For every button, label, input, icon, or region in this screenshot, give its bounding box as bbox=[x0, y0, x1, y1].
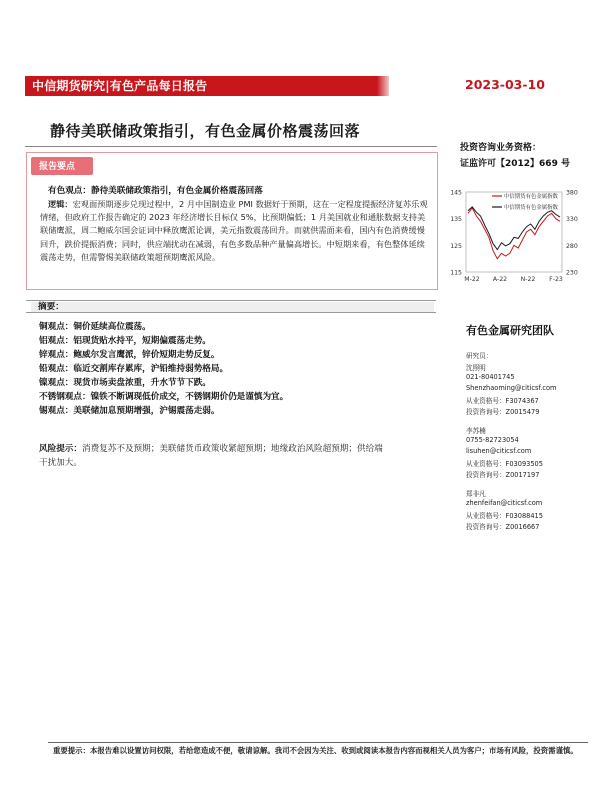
member-license: 从业资格号：F3074367 bbox=[466, 397, 539, 405]
member-phone: 0755-82723054 bbox=[466, 436, 519, 444]
right-tick-label: 280 bbox=[566, 242, 578, 250]
right-tick-label: 330 bbox=[566, 216, 578, 224]
qualification-label: 投资咨询业务资格： bbox=[460, 143, 542, 153]
view-copper bbox=[39, 320, 151, 332]
abstract-rule-top bbox=[26, 300, 436, 301]
view-aluminum bbox=[39, 334, 211, 346]
header-banner-title: 中信期货研究|有色产品每日报告 bbox=[32, 79, 208, 93]
member-license: 从业资格号：F03093505 bbox=[466, 460, 543, 468]
series-line-0 bbox=[468, 208, 560, 259]
x-tick-label: N-22 bbox=[520, 276, 536, 283]
left-tick-label: 135 bbox=[450, 216, 462, 224]
series-line-1 bbox=[468, 207, 560, 250]
x-tick-label: F-23 bbox=[549, 276, 563, 283]
member-name: 沈照明 bbox=[466, 364, 486, 372]
view-text: 鲍威尔发言鹰派，锌价短期走势反复。 bbox=[73, 350, 220, 360]
metals-index-chart bbox=[440, 182, 592, 290]
view-text: 现货市场卖盘浓重，升水节节下跌。 bbox=[73, 378, 211, 388]
summary-logic bbox=[40, 198, 430, 264]
member-advisory: 投资咨询号：Z0017197 bbox=[466, 471, 540, 479]
legend-label-1: 中信期货有色金属指数 bbox=[504, 205, 558, 211]
summary-tab-label: 报告要点 bbox=[39, 162, 76, 172]
summary-headline: 有色观点：静待美联储政策指引，有色金属价格震荡回落 bbox=[48, 186, 263, 196]
footer-divider bbox=[48, 742, 588, 743]
view-zinc bbox=[39, 348, 220, 360]
view-lead bbox=[39, 362, 228, 374]
view-label: 不锈钢观点： bbox=[39, 392, 91, 402]
member-phone: 021-80401745 bbox=[466, 373, 515, 381]
x-tick-label: A-22 bbox=[492, 276, 508, 283]
member-email[interactable]: zhenfeifan@citicsf.com bbox=[466, 499, 543, 507]
report-title: 静待美联储政策指引，有色金属价格震荡回落 bbox=[50, 122, 361, 140]
view-text: 临近交割库存累库，沪铅维持弱势格局。 bbox=[73, 364, 229, 374]
title-divider bbox=[25, 146, 437, 147]
researchers-label: 研究员： bbox=[466, 352, 493, 360]
right-tick-label: 380 bbox=[566, 189, 578, 197]
logic-text: 宏观面预期逐步兑现过程中，2 月中国制造业 PMI 数据好于预期，这在一定程度提振经济复苏乐观情绪，但政府工作报告确定的 2023 年经济增长目标仅 5%，比预期偏低；1 月美国就业和通胀数据支持美联储鹰派，周二鲍威尔国会证词中释放鹰派论调，美元指数震荡回升。而就供需面来看，国内有色消费缓慢回升，跌价提振消费；同时，供应端扰动在减弱，有色多数品种产量偏高增长。中短期来看，有色整体延续震荡走势，但需警惕美联储政策超预期鹰派风险。 bbox=[40, 199, 428, 262]
plot-frame bbox=[466, 192, 562, 272]
view-label: 镍观点： bbox=[39, 378, 74, 388]
member-email[interactable]: Shenzhaoming@citicsf.com bbox=[466, 384, 557, 392]
left-tick-label: 115 bbox=[450, 269, 462, 277]
view-label: 铝观点： bbox=[39, 336, 74, 346]
view-text: 铝现货贴水持平，短期偏震荡走势。 bbox=[73, 336, 211, 346]
legend-label-0: 中信期货有色金属指数 bbox=[504, 194, 558, 200]
qualification-value: 证监许可【2012】669 号 bbox=[460, 159, 570, 169]
view-text: 铜价延续高位震荡。 bbox=[73, 322, 151, 332]
view-label: 锡观点： bbox=[39, 406, 74, 416]
member-name: 李苏楠 bbox=[466, 427, 486, 435]
member-advisory: 投资咨询号：Z0016667 bbox=[466, 523, 540, 531]
header-banner-fade bbox=[377, 76, 389, 96]
left-tick-label: 125 bbox=[450, 242, 462, 250]
view-label: 锌观点： bbox=[39, 350, 74, 360]
risk-text: 消费复苏不及预期；美联储货币政策收紧超预期；地缘政治风险超预期；供给端干扰加大。 bbox=[39, 444, 383, 468]
left-tick-label: 145 bbox=[450, 189, 462, 197]
view-text: 美联储加息预期增强，沪锡震荡走弱。 bbox=[73, 406, 220, 416]
team-title: 有色金属研究团队 bbox=[466, 324, 554, 337]
view-label: 铜观点： bbox=[39, 322, 74, 332]
risk-label: 风险提示： bbox=[39, 444, 82, 454]
view-label: 铅观点： bbox=[39, 364, 74, 374]
report-date: 2023-03-10 bbox=[465, 77, 545, 92]
abstract-rule-bottom bbox=[26, 312, 436, 313]
member-license: 从业资格号：F03088415 bbox=[466, 512, 543, 520]
risk-warning bbox=[39, 443, 389, 470]
abstract-label: 摘要： bbox=[38, 302, 64, 312]
view-text: 镍铁不断调现低价成交，不锈钢期价仍是谨慎为宜。 bbox=[90, 392, 289, 402]
logic-label: 逻辑： bbox=[48, 199, 73, 209]
footer-disclaimer: 重要提示：本报告难以设置访问权限，若给您造成不便，敬请谅解。我司不会因为关注、收到或阅读本报告内容而视相关人员为客户；市场有风险，投资需谨慎。 bbox=[53, 746, 578, 755]
member-advisory: 投资咨询号：Z0015479 bbox=[466, 408, 540, 416]
view-tin bbox=[39, 404, 220, 416]
member-email[interactable]: lisuhen@citicsf.com bbox=[466, 447, 532, 455]
view-nickel bbox=[39, 376, 211, 388]
member-name: 郑非凡 bbox=[466, 490, 486, 498]
right-tick-label: 230 bbox=[566, 269, 578, 277]
abstract-header-bg bbox=[31, 302, 434, 312]
view-stainless bbox=[39, 390, 288, 402]
x-tick-label: M-22 bbox=[464, 276, 480, 283]
